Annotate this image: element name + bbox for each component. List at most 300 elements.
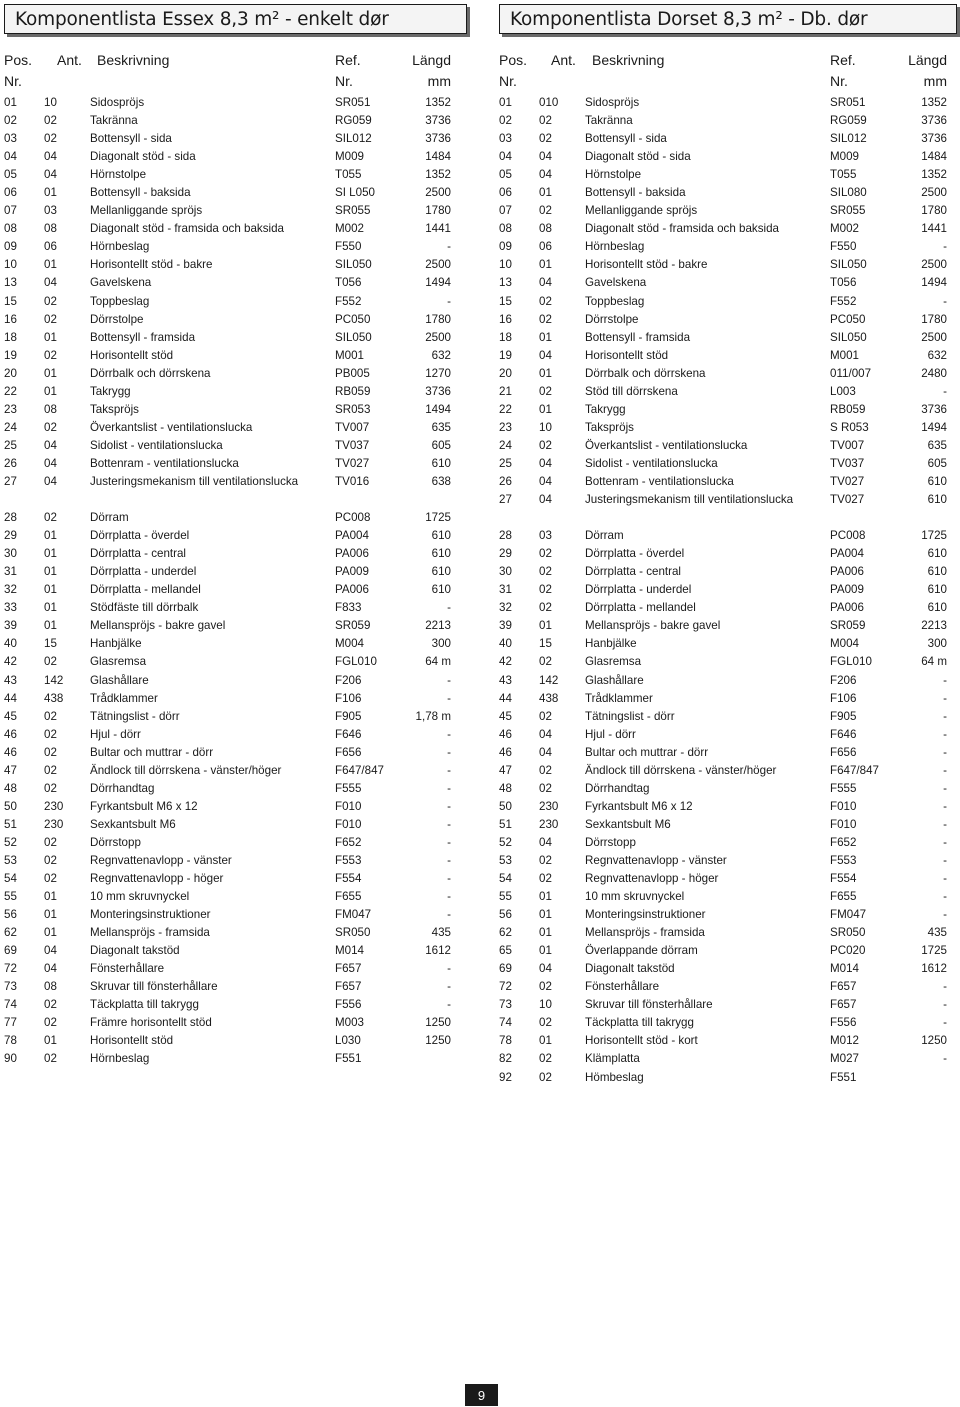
ref-cell: SR051 xyxy=(335,96,371,109)
ref-cell: SIL012 xyxy=(335,132,372,146)
desc-cell: Dörrstopp xyxy=(585,835,636,849)
desc-cell: Hörnbeslag xyxy=(90,1052,150,1066)
desc-cell: Takspröjs xyxy=(90,402,139,416)
pos-cell: 54 xyxy=(499,872,512,886)
ant-cell: 01 xyxy=(44,529,57,543)
len-cell: 605 xyxy=(927,456,947,470)
ant-cell: 01 xyxy=(44,384,57,398)
desc-cell: Sidolist - ventilationslucka xyxy=(585,456,718,470)
pos-cell: 73 xyxy=(499,998,512,1012)
ant-cell: 10 xyxy=(44,96,57,109)
table-row xyxy=(499,563,957,581)
len-cell: 610 xyxy=(927,474,947,488)
pos-cell: 32 xyxy=(499,601,512,615)
table-row xyxy=(4,852,467,870)
table-row xyxy=(4,924,467,942)
len-cell: 1484 xyxy=(425,150,451,164)
ref-cell: S R053 xyxy=(830,420,869,434)
pos-cell: 19 xyxy=(4,348,17,362)
pos-cell: 48 xyxy=(499,781,512,795)
ref-cell: PA004 xyxy=(335,529,369,543)
pos-cell: 18 xyxy=(4,330,17,344)
pos-cell: 19 xyxy=(499,348,512,362)
pos-cell: 24 xyxy=(4,420,17,434)
ref-cell: M003 xyxy=(335,1016,365,1030)
desc-cell: Diagonalt stöd - sida xyxy=(585,150,691,164)
len-cell: 1725 xyxy=(425,511,451,525)
pos-cell: 06 xyxy=(499,186,512,200)
table-row xyxy=(499,220,957,238)
ant-cell: 04 xyxy=(539,474,552,488)
ref-cell: M012 xyxy=(830,1034,860,1048)
ant-cell: 02 xyxy=(44,511,57,525)
ref-cell: F555 xyxy=(830,781,857,795)
ant-cell: 04 xyxy=(539,493,552,507)
header-desc: Beskrivning xyxy=(97,52,170,68)
desc-cell: Dörrstolpe xyxy=(585,312,639,326)
ref-cell: TV007 xyxy=(335,420,370,434)
len-cell: 1352 xyxy=(425,168,451,182)
pos-cell: 45 xyxy=(499,709,512,723)
desc-cell: Dörrplatta - central xyxy=(90,547,187,561)
ref-cell: M009 xyxy=(335,150,365,164)
table-row xyxy=(4,94,467,112)
ref-cell: F833 xyxy=(335,601,362,615)
pos-cell: 10 xyxy=(4,258,17,272)
ref-cell: L030 xyxy=(335,1034,361,1048)
ref-cell: TV027 xyxy=(830,493,865,507)
len-cell: 435 xyxy=(927,926,947,940)
table-row xyxy=(4,256,467,274)
len-cell: - xyxy=(943,240,947,254)
table-row xyxy=(499,256,957,274)
table-row xyxy=(4,202,467,220)
len-cell: - xyxy=(943,1016,947,1030)
desc-cell: Glasremsa xyxy=(90,655,147,669)
len-cell: - xyxy=(943,691,947,705)
pos-cell: 73 xyxy=(4,980,17,994)
ant-cell: 02 xyxy=(44,348,57,362)
ant-cell: 02 xyxy=(44,132,57,146)
desc-cell: Bottenram - ventilationslucka xyxy=(90,456,239,470)
header-len: Längd xyxy=(908,52,947,68)
desc-cell: Dörrstopp xyxy=(90,835,141,849)
desc-cell: Sexkantsbult M6 xyxy=(585,817,671,831)
len-cell: - xyxy=(447,240,451,254)
desc-cell: Takrygg xyxy=(90,384,131,398)
ant-cell: 02 xyxy=(44,727,57,741)
table-row xyxy=(4,870,467,888)
desc-cell: Horisontellt stöd xyxy=(90,348,174,362)
ant-cell: 02 xyxy=(44,709,57,723)
ant-cell: 230 xyxy=(44,817,64,831)
pos-cell: 05 xyxy=(4,168,17,182)
table-row xyxy=(4,347,467,365)
table-row xyxy=(499,978,957,996)
table-row xyxy=(4,960,467,978)
table-row xyxy=(4,834,467,852)
table-row xyxy=(499,870,957,888)
len-cell: 610 xyxy=(431,529,451,543)
table-row xyxy=(499,166,957,184)
pos-cell: 65 xyxy=(499,944,512,958)
len-cell: - xyxy=(943,709,947,723)
pos-cell: 25 xyxy=(4,438,17,452)
pos-cell: 07 xyxy=(499,204,512,218)
desc-cell: Sidospröjs xyxy=(90,96,145,109)
ant-cell: 01 xyxy=(44,926,57,940)
table-row xyxy=(4,437,467,455)
pos-cell: 50 xyxy=(499,799,512,813)
len-cell: 1780 xyxy=(425,204,451,218)
pos-cell: 78 xyxy=(499,1034,512,1048)
len-cell: - xyxy=(943,817,947,831)
right-component-list xyxy=(499,94,957,1087)
len-cell: 3736 xyxy=(921,402,947,416)
table-row xyxy=(499,527,957,545)
pos-cell: 03 xyxy=(4,132,17,146)
ant-cell: 02 xyxy=(539,980,552,994)
desc-cell: Takrygg xyxy=(585,402,626,416)
ant-cell: 02 xyxy=(539,114,552,128)
ant-cell: 02 xyxy=(539,565,552,579)
desc-cell: Dörrplatta - underdel xyxy=(90,565,197,579)
ref-cell: M004 xyxy=(830,637,860,651)
len-cell: 610 xyxy=(927,583,947,597)
ref-cell: F551 xyxy=(335,1052,362,1066)
ant-cell: 01 xyxy=(539,402,552,416)
desc-cell: Sidolist - ventilationslucka xyxy=(90,438,223,452)
ref-cell: F555 xyxy=(335,781,362,795)
ant-cell: 01 xyxy=(44,330,57,344)
desc-cell: Dörrhandtag xyxy=(585,781,650,795)
desc-cell: Dörrbalk och dörrskena xyxy=(585,366,706,380)
pos-cell: 13 xyxy=(4,276,17,290)
len-cell: - xyxy=(447,727,451,741)
table-row xyxy=(499,238,957,256)
desc-cell: Regnvattenavlopp - höger xyxy=(90,872,224,886)
len-cell: 1,78 m xyxy=(415,709,451,723)
pos-cell: 48 xyxy=(4,781,17,795)
ref-cell: PC008 xyxy=(830,529,866,543)
desc-cell: Diagonalt stöd - framsida och baksida xyxy=(585,222,779,236)
len-cell: - xyxy=(447,294,451,308)
ref-cell: PA009 xyxy=(335,565,369,579)
ref-cell: F646 xyxy=(335,727,362,741)
len-cell: 64 m xyxy=(921,655,947,669)
header-ref-nr: Nr. xyxy=(830,73,848,89)
ant-cell: 04 xyxy=(539,962,552,976)
left-table-header xyxy=(4,52,467,94)
desc-cell: Monteringsinstruktioner xyxy=(90,908,211,922)
len-cell: 1441 xyxy=(425,222,451,236)
len-cell: - xyxy=(943,980,947,994)
pos-cell: 62 xyxy=(499,926,512,940)
desc-cell: Dörrplatta - överdel xyxy=(585,547,685,561)
table-row xyxy=(4,329,467,347)
ref-cell: F551 xyxy=(830,1070,857,1084)
table-row xyxy=(499,329,957,347)
desc-cell: Dörrplatta - mellandel xyxy=(90,583,201,597)
ant-cell: 02 xyxy=(539,763,552,777)
ant-cell: 01 xyxy=(539,330,552,344)
pos-cell: 55 xyxy=(499,890,512,904)
len-cell: 1494 xyxy=(921,276,947,290)
ant-cell: 02 xyxy=(539,1070,552,1084)
len-cell: 1250 xyxy=(425,1034,451,1048)
ref-cell: SIL012 xyxy=(830,132,867,146)
desc-cell: Bottensyll - baksida xyxy=(90,186,191,200)
table-row xyxy=(499,383,957,401)
ant-cell: 04 xyxy=(539,276,552,290)
ref-cell: PC050 xyxy=(335,312,371,326)
ref-cell: PA006 xyxy=(830,565,864,579)
pos-cell: 25 xyxy=(499,456,512,470)
desc-cell: Bottensyll - sida xyxy=(90,132,172,146)
ant-cell: 02 xyxy=(44,420,57,434)
table-row xyxy=(4,383,467,401)
len-cell: - xyxy=(447,998,451,1012)
ref-cell: PB005 xyxy=(335,366,370,380)
ref-cell: F647/847 xyxy=(830,763,879,777)
ant-cell: 02 xyxy=(539,204,552,218)
desc-cell: Mellanliggande spröjs xyxy=(90,204,203,218)
ant-cell: 02 xyxy=(539,547,552,561)
pos-cell: 16 xyxy=(499,312,512,326)
len-cell: - xyxy=(943,853,947,867)
len-cell: 2500 xyxy=(425,330,451,344)
desc-cell: Bottensyll - baksida xyxy=(585,186,686,200)
ant-cell: 01 xyxy=(44,890,57,904)
ref-cell: F552 xyxy=(335,294,362,308)
len-cell: 1494 xyxy=(425,276,451,290)
ant-cell: 230 xyxy=(44,799,64,813)
ref-cell: F556 xyxy=(830,1016,857,1030)
len-cell: - xyxy=(943,294,947,308)
ref-cell: F657 xyxy=(335,962,362,976)
ref-cell: F553 xyxy=(830,853,857,867)
table-row xyxy=(499,708,957,726)
desc-cell: Gavelskena xyxy=(90,276,152,290)
len-cell: 1352 xyxy=(921,168,947,182)
pos-cell: 46 xyxy=(499,745,512,759)
len-cell: - xyxy=(447,799,451,813)
len-cell: - xyxy=(447,980,451,994)
ant-cell: 02 xyxy=(539,438,552,452)
table-row xyxy=(499,419,957,437)
pos-cell: 21 xyxy=(499,384,512,398)
pos-cell: 22 xyxy=(499,402,512,416)
table-row xyxy=(4,1032,467,1050)
len-cell: - xyxy=(447,601,451,615)
pos-cell: 15 xyxy=(499,294,512,308)
len-cell: - xyxy=(447,745,451,759)
desc-cell: Diagonalt takstöd xyxy=(90,944,180,958)
ant-cell: 15 xyxy=(44,637,57,651)
table-row xyxy=(4,780,467,798)
ant-cell: 02 xyxy=(539,853,552,867)
ref-cell: PC050 xyxy=(830,312,866,326)
pos-cell: 69 xyxy=(499,962,512,976)
desc-cell: Hörnbeslag xyxy=(90,240,150,254)
len-cell: 610 xyxy=(927,565,947,579)
ant-cell: 02 xyxy=(539,583,552,597)
ref-cell: M002 xyxy=(335,222,365,236)
len-cell: - xyxy=(447,962,451,976)
pos-cell: 09 xyxy=(4,240,17,254)
desc-cell: Trådklammer xyxy=(90,691,158,705)
ref-cell: F657 xyxy=(335,980,362,994)
ant-cell: 02 xyxy=(539,709,552,723)
len-cell: 1250 xyxy=(921,1034,947,1048)
len-cell: 635 xyxy=(927,438,947,452)
len-cell: 3736 xyxy=(425,114,451,128)
desc-cell: Horisontellt stöd - bakre xyxy=(585,258,708,272)
len-cell: 1494 xyxy=(425,402,451,416)
ant-cell: 08 xyxy=(44,402,57,416)
pos-cell: 50 xyxy=(4,799,17,813)
table-row xyxy=(4,617,467,635)
ref-cell: F905 xyxy=(335,709,362,723)
pos-cell: 46 xyxy=(499,727,512,741)
ant-cell: 04 xyxy=(44,456,57,470)
ref-cell: F655 xyxy=(830,890,857,904)
len-cell: - xyxy=(447,781,451,795)
pos-cell: 56 xyxy=(4,908,17,922)
ref-cell: F106 xyxy=(830,691,857,705)
len-cell: - xyxy=(943,727,947,741)
pos-cell: 26 xyxy=(4,456,17,470)
ref-cell: TV027 xyxy=(830,474,865,488)
len-cell: 1494 xyxy=(921,420,947,434)
len-cell: - xyxy=(447,853,451,867)
desc-cell: Fönsterhållare xyxy=(585,980,660,994)
len-cell: 2500 xyxy=(921,330,947,344)
ant-cell: 08 xyxy=(44,980,57,994)
pos-cell: 92 xyxy=(499,1070,512,1084)
desc-cell: Överkantslist - ventilationslucka xyxy=(90,420,253,434)
desc-cell: Täckplatta till takrygg xyxy=(90,998,199,1012)
desc-cell: Ändlock till dörrskena - vänster/höger xyxy=(585,763,777,777)
table-row xyxy=(499,852,957,870)
len-cell: 3736 xyxy=(425,132,451,146)
table-row xyxy=(499,816,957,834)
ref-cell: F655 xyxy=(335,890,362,904)
table-row xyxy=(4,1014,467,1032)
pos-cell: 42 xyxy=(4,655,17,669)
ref-cell: M014 xyxy=(335,944,365,958)
ref-cell: M009 xyxy=(830,150,860,164)
pos-cell: 74 xyxy=(499,1016,512,1030)
ant-cell: 02 xyxy=(44,655,57,669)
ant-cell: 02 xyxy=(539,1052,552,1066)
ant-cell: 01 xyxy=(539,366,552,380)
desc-cell: Gavelskena xyxy=(585,276,647,290)
desc-cell: Glasremsa xyxy=(585,655,642,669)
pos-cell: 20 xyxy=(4,366,17,380)
table-row xyxy=(4,563,467,581)
len-cell: - xyxy=(943,673,947,687)
len-cell: 638 xyxy=(431,474,451,488)
ref-cell: T056 xyxy=(335,276,362,290)
ref-cell: F656 xyxy=(830,745,857,759)
table-row xyxy=(4,293,467,311)
table-row xyxy=(499,780,957,798)
pos-cell: 32 xyxy=(4,583,17,597)
ref-cell: SR059 xyxy=(830,619,866,633)
desc-cell: Överkantslist - ventilationslucka xyxy=(585,438,748,452)
pos-cell: 52 xyxy=(499,835,512,849)
ant-cell: 01 xyxy=(44,601,57,615)
table-row xyxy=(499,112,957,130)
ref-cell: F556 xyxy=(335,998,362,1012)
ant-cell: 02 xyxy=(44,1016,57,1030)
table-row xyxy=(4,978,467,996)
len-cell: - xyxy=(943,872,947,886)
desc-cell: Dörram xyxy=(90,511,129,525)
len-cell: 2213 xyxy=(921,619,947,633)
ref-cell: F206 xyxy=(335,673,362,687)
ref-cell: SIL050 xyxy=(830,330,867,344)
desc-cell: Hörnstolpe xyxy=(585,168,642,182)
table-row xyxy=(4,1050,467,1068)
len-cell: - xyxy=(943,998,947,1012)
len-cell: 1352 xyxy=(425,96,451,109)
ref-cell: SR055 xyxy=(335,204,371,218)
len-cell: - xyxy=(447,691,451,705)
len-cell: 2500 xyxy=(921,258,947,272)
table-row xyxy=(499,960,957,978)
len-cell: 1250 xyxy=(425,1016,451,1030)
table-row xyxy=(499,491,957,527)
len-cell: - xyxy=(943,1052,947,1066)
desc-cell: Glashållare xyxy=(90,673,149,687)
ant-cell: 230 xyxy=(539,799,559,813)
ant-cell: 02 xyxy=(44,853,57,867)
ref-cell: L003 xyxy=(830,384,856,398)
pos-cell: 18 xyxy=(499,330,512,344)
ant-cell: 02 xyxy=(44,872,57,886)
len-cell: 1441 xyxy=(921,222,947,236)
ant-cell: 08 xyxy=(44,222,57,236)
pos-cell: 07 xyxy=(4,204,17,218)
pos-cell: 29 xyxy=(4,529,17,543)
len-cell: 1725 xyxy=(921,529,947,543)
ant-cell: 04 xyxy=(539,835,552,849)
len-cell: 2500 xyxy=(425,186,451,200)
table-row xyxy=(4,455,467,473)
desc-cell: Regnvattenavlopp - vänster xyxy=(90,853,232,867)
desc-cell: Tätningslist - dörr xyxy=(90,709,180,723)
ref-cell: F652 xyxy=(335,835,362,849)
pos-cell: 04 xyxy=(4,150,17,164)
ant-cell: 02 xyxy=(539,294,552,308)
ref-cell: PA006 xyxy=(335,583,369,597)
header-pos-nr: Nr. xyxy=(4,73,22,89)
table-row xyxy=(499,130,957,148)
ref-cell: 011/007 xyxy=(830,366,872,380)
desc-cell: Dörrbalk och dörrskena xyxy=(90,366,211,380)
header-pos: Pos. xyxy=(4,52,33,68)
desc-cell: Bultar och muttrar - dörr xyxy=(90,745,214,759)
pos-cell: 30 xyxy=(4,547,17,561)
header-ref: Ref. xyxy=(830,52,856,68)
ant-cell: 02 xyxy=(44,835,57,849)
len-cell: - xyxy=(943,799,947,813)
pos-cell: 33 xyxy=(4,601,17,615)
len-cell: 435 xyxy=(431,926,451,940)
ant-cell: 01 xyxy=(539,890,552,904)
